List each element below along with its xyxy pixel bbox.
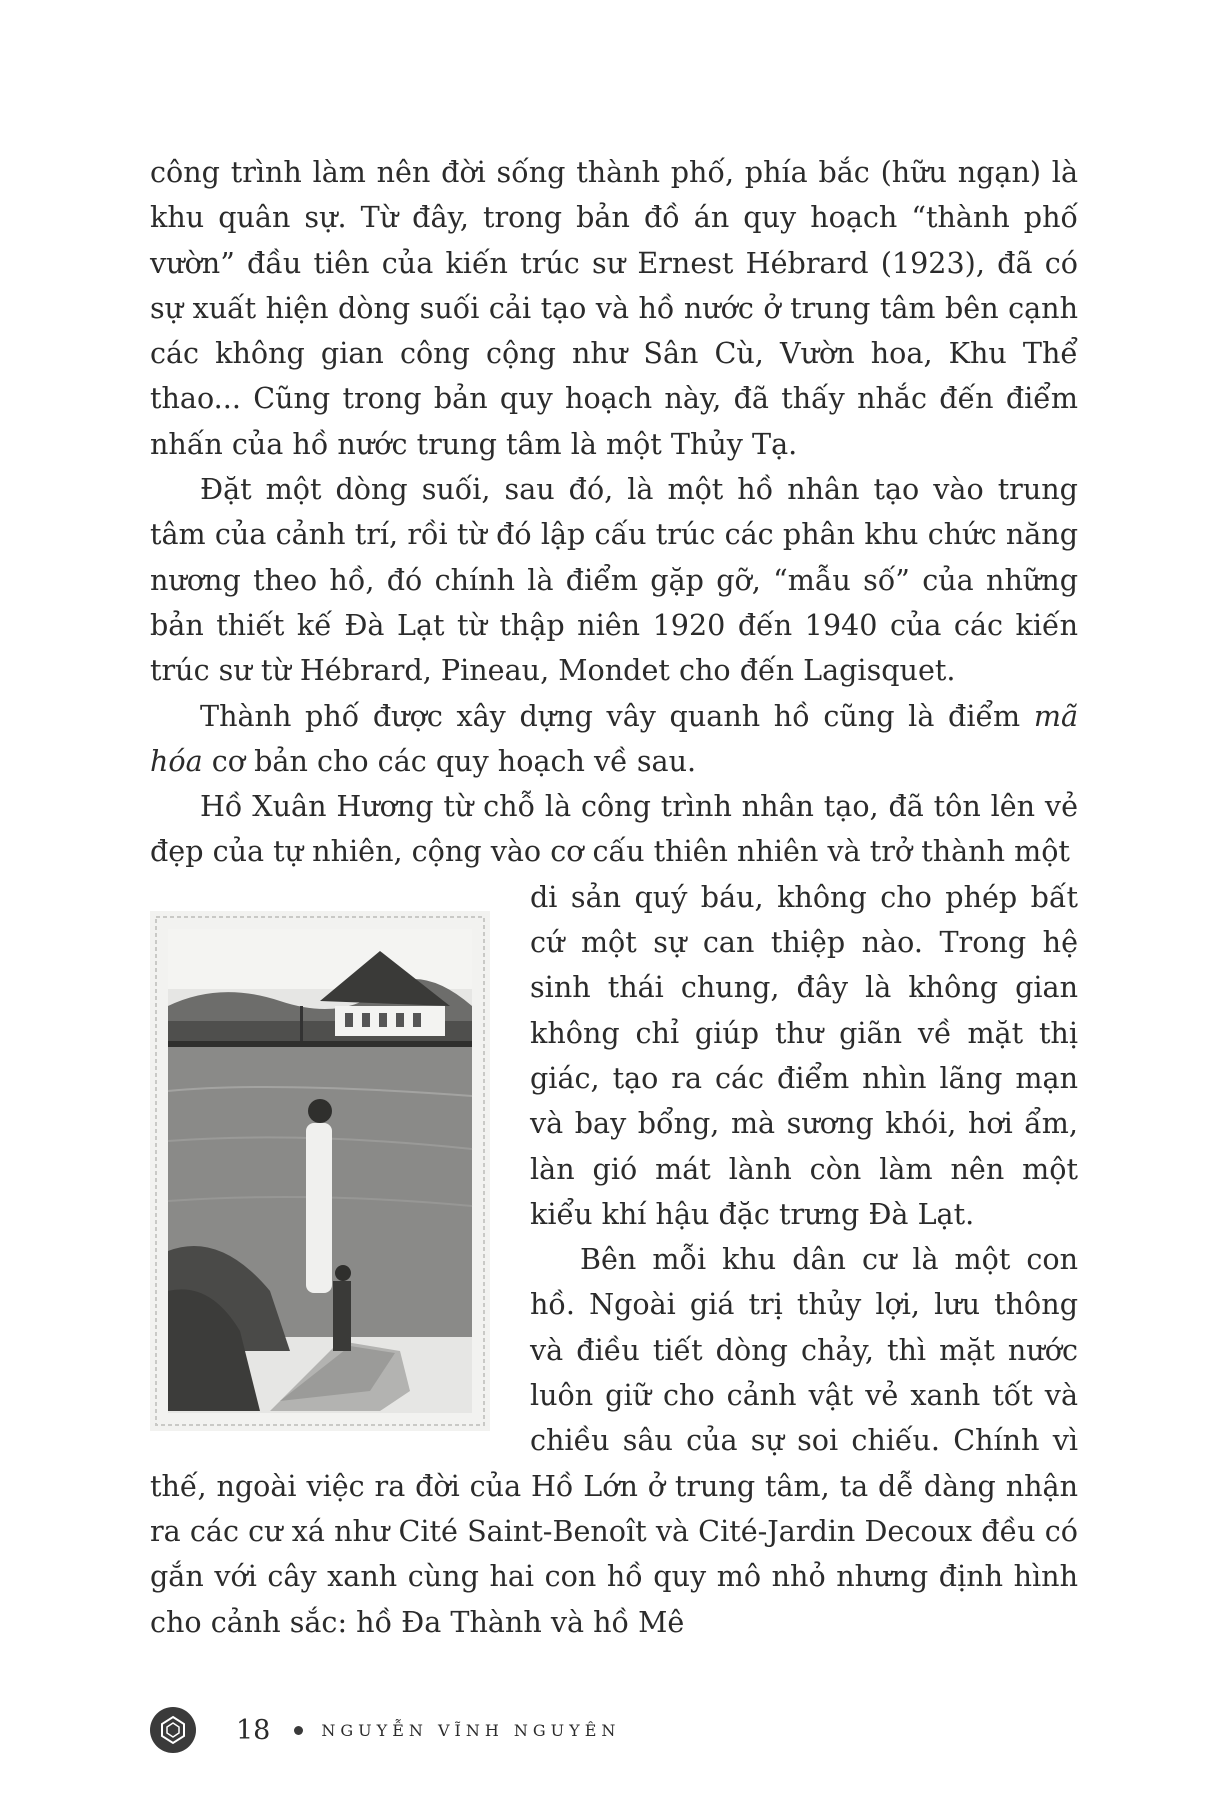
paragraph-2: Đặt một dòng suối, sau đó, là một hồ nhân tạo vào trung tâm của cảnh trí, rồi từ đó lập cấu trúc các phân khu chức năng nương theo hồ, đó chính là điểm gặp gỡ, “mẫu số” của những bản thiết kế Đà Lạt từ thập niên 1920 đến 1940 của các kiến trúc sư từ Hébrard, Pineau, Mondet cho đến Lagisquet. (150, 472, 1078, 688)
paragraph-5: Bên mỗi khu dân cư là một con hồ. Ngoài giá trị thủy lợi, lưu thông và điều tiết dòng chảy, thì mặt nước luôn giữ cho cảnh vật vẻ xanh tốt và chiều sâu của sự soi chiếu. Chính vì thế, ngoài việc ra đời của Hồ Lớn ở trung tâm, ta dễ dàng nhận ra các cư xá như Cité Saint-Benoît và Cité-Jardin Decoux đều có gắn với cây xanh cùng hai con hồ quy mô nhỏ nhưng định hình cho cảnh sắc: hồ Đa Thành và hồ Mê (150, 1242, 1078, 1639)
paragraph-3-italic: mã hóa (150, 698, 1078, 778)
page-body (150, 150, 1078, 1645)
author-name: NGUYỄN VĨNH NGUYÊN (321, 1720, 621, 1740)
paragraph-4-start: Hồ Xuân Hương từ chỗ là công trình nhân tạo, đã tôn lên vẻ đẹp của tự nhiên, cộng vào cơ cấu thiên nhiên và trở thành một (150, 789, 1078, 869)
paragraph-1: công trình làm nên đời sống thành phố, phía bắc (hữu ngạn) là khu quân sự. Từ đây, trong bản đồ án quy hoạch “thành phố vườn” đầu tiên của kiến trúc sư Ernest Hébrard (1923), đã có sự xuất hiện dòng suối cải tạo và hồ nước ở trung tâm bên cạnh các không gian công cộng như Sân Cù, Vườn hoa, Khu Thể thao... Cũng trong bản quy hoạch này, đã thấy nhắc đến điểm nhấn của hồ nước trung tâm là một Thủy Tạ. (150, 155, 1078, 461)
paragraph-4-rest: di sản quý báu, không cho phép bất cứ một sự can thiệp nào. Trong hệ sinh thái chung, đây là không gian không chỉ giúp thư giãn về mặt thị giác, tạo ra các điểm nhìn lãng mạn và bay bổng, mà sương khói, hơi ẩm, làn gió mát lành còn làm nên một kiểu khí hậu đặc trưng Đà Lạt. (530, 879, 1078, 1231)
paragraph-3-start: Thành phố được xây dựng vây quanh hồ cũng là điểm (200, 698, 1034, 733)
paragraph-3 (150, 694, 1078, 785)
lake-photo (150, 911, 490, 1431)
separator-dot (294, 1726, 303, 1735)
page-number: 18 (236, 1714, 271, 1746)
publisher-logo-icon (150, 1707, 196, 1753)
page-footer (150, 1705, 1050, 1755)
paragraph-3-end: cơ bản cho các quy hoạch về sau. (202, 743, 697, 778)
